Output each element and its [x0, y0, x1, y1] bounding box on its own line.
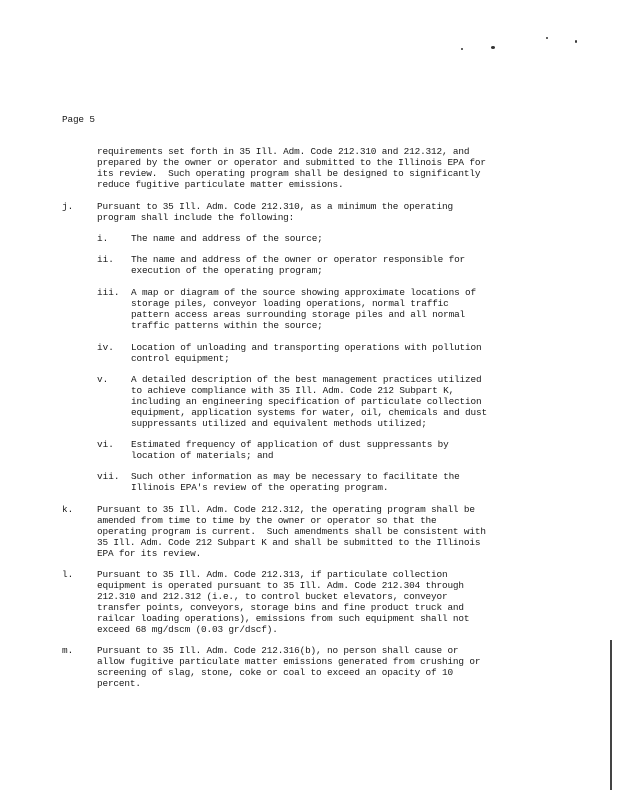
item-m-line: percent. [97, 678, 141, 689]
item-marker-m: m. [62, 645, 74, 656]
subitem-line: execution of the operating program; [131, 265, 323, 276]
item-l-line: railcar loading operations), emissions from such equipment shall not [97, 613, 470, 624]
item-k-line: 35 Ill. Adm. Code 212 Subpart K and shall be submitted to the Illinois [97, 537, 481, 548]
item-j-line: program shall include the following: [97, 212, 295, 223]
item-j-line: Pursuant to 35 Ill. Adm. Code 212.310, as a minimum the operating [97, 201, 453, 212]
item-marker-l: l. [62, 569, 74, 580]
intro-line: requirements set forth in 35 Ill. Adm. Code 212.310 and 212.312, and [97, 146, 470, 157]
item-marker-j: j. [62, 201, 74, 212]
item-l-line: exceed 68 mg/dscm (0.03 gr/dscf). [97, 624, 278, 635]
subitem-marker-iii: iii. [97, 287, 120, 298]
item-m-line: screening of slag, stone, coke or coal to exceed an opacity of 10 [97, 667, 453, 678]
subitem-line: Estimated frequency of application of dust suppressants by [131, 439, 449, 450]
item-l-line: equipment is operated pursuant to 35 Ill. Adm. Code 212.304 through [97, 580, 464, 591]
subitem-line: Location of unloading and transporting operations with pollution [131, 342, 482, 353]
subitem-marker-vi: vi. [97, 439, 114, 450]
subitem-line: Such other information as may be necessary to facilitate the [131, 471, 460, 482]
subitem-line: pattern access areas surrounding storage piles and all normal [131, 309, 466, 320]
subitem-marker-i: i. [97, 233, 109, 244]
scan-speck [546, 37, 548, 39]
subitem-line: storage piles, conveyor loading operations, normal traffic [131, 298, 449, 309]
scan-speck [491, 46, 495, 49]
subitem-marker-iv: iv. [97, 342, 114, 353]
item-m-line: Pursuant to 35 Ill. Adm. Code 212.316(b), no person shall cause or [97, 645, 459, 656]
scan-speck [461, 48, 463, 50]
subitem-line: equipment, application systems for water, oil, chemicals and dust [131, 407, 487, 418]
item-k-line: amended from time to time by the owner or operator so that the [97, 515, 437, 526]
item-m-line: allow fugitive particulate matter emissions generated from crushing or [97, 656, 481, 667]
item-k-line: EPA for its review. [97, 548, 202, 559]
subitem-line: including an engineering specification of particulate collection [131, 396, 482, 407]
item-l-line: transfer points, conveyors, storage bins and fine product truck and [97, 602, 464, 613]
intro-line: prepared by the owner or operator and submitted to the Illinois EPA for [97, 157, 486, 168]
item-k-line: Pursuant to 35 Ill. Adm. Code 212.312, the operating program shall be [97, 504, 475, 515]
subitem-line: Illinois EPA's review of the operating program. [131, 482, 389, 493]
item-l-line: 212.310 and 212.312 (i.e., to control bucket elevators, conveyor [97, 591, 448, 602]
subitem-line: The name and address of the source; [131, 233, 323, 244]
subitem-line: A detailed description of the best management practices utilized [131, 374, 482, 385]
subitem-line: The name and address of the owner or operator responsible for [131, 254, 466, 265]
page-label: Page 5 [62, 114, 95, 125]
intro-line: its review. Such operating program shall be designed to significantly [97, 168, 481, 179]
subitem-line: control equipment; [131, 353, 230, 364]
subitem-line: suppressants utilized and equivalent methods utilized; [131, 418, 427, 429]
item-k-line: operating program is current. Such amendments shall be consistent with [97, 526, 486, 537]
intro-line: reduce fugitive particulate matter emissions. [97, 179, 344, 190]
subitem-line: A map or diagram of the source showing approximate locations of [131, 287, 476, 298]
subitem-line: location of materials; and [131, 450, 274, 461]
subitem-line: to achieve compliance with 35 Ill. Adm. Code 212 Subpart K, [131, 385, 455, 396]
subitem-marker-vii: vii. [97, 471, 120, 482]
subitem-marker-v: v. [97, 374, 109, 385]
subitem-marker-ii: ii. [97, 254, 114, 265]
item-l-line: Pursuant to 35 Ill. Adm. Code 212.313, if particulate collection [97, 569, 448, 580]
scan-speck [575, 40, 577, 43]
scan-edge-line [610, 640, 612, 790]
item-marker-k: k. [62, 504, 74, 515]
subitem-line: traffic patterns within the source; [131, 320, 323, 331]
